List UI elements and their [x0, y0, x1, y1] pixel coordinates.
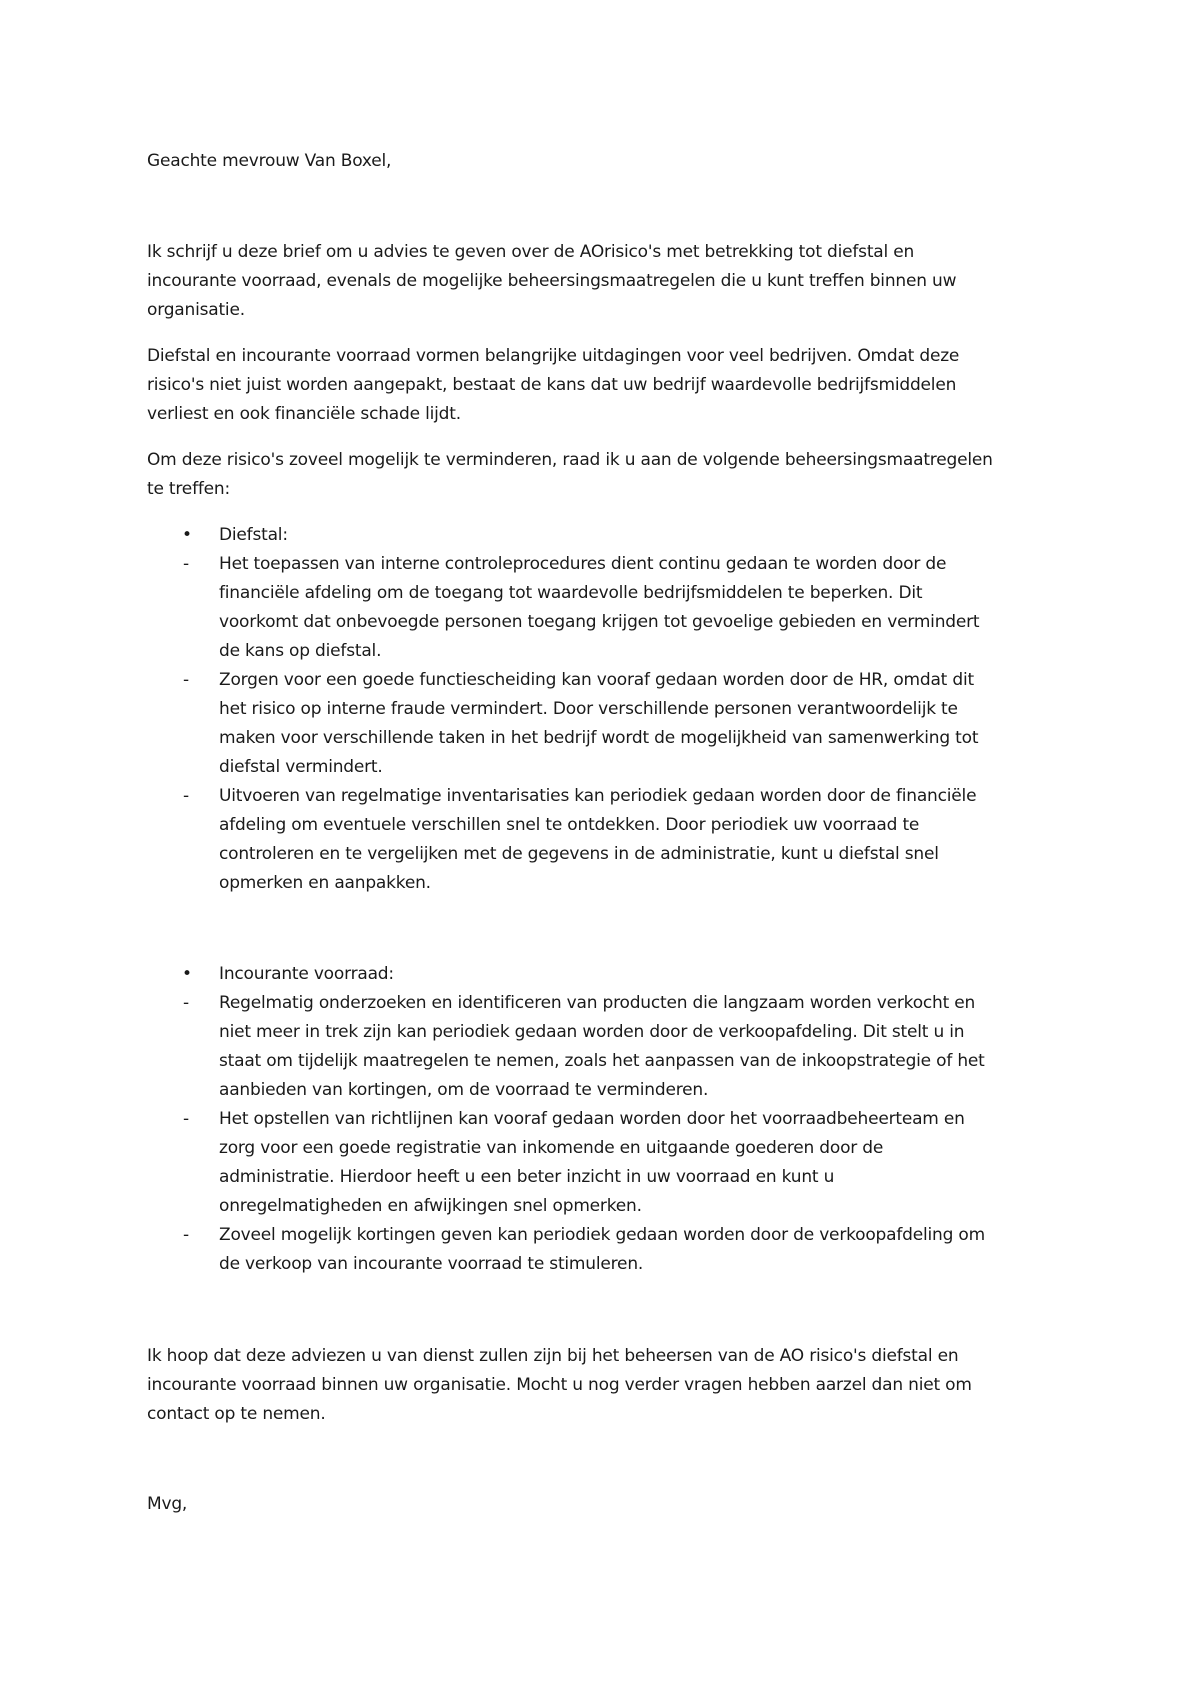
section1-item2-line-1: Zorgen voor een goede functiescheiding kan vooraf gedaan worden door de HR, omdat dit: [219, 670, 974, 690]
section2-item3-line-1: Zoveel mogelijk kortingen geven kan periodiek gedaan worden door de verkoopafdeling om: [219, 1225, 985, 1245]
section1-item2-line-4: diefstal vermindert.: [219, 757, 383, 777]
section2-item1-line-2: niet meer in trek zijn kan periodiek gedaan worden door de verkoopafdeling. Dit stelt u in: [219, 1022, 965, 1042]
signoff: Mvg,: [147, 1494, 188, 1514]
bullet-icon: •: [182, 525, 193, 545]
intro-line-2: incourante voorraad, evenals de mogelijke beheersingsmaatregelen die u kunt treffen binnen uw: [147, 271, 957, 291]
closing-line-3: contact op te nemen.: [147, 1404, 326, 1424]
section2-item2-line-2: zorg voor een goede registratie van inkomende en uitgaande goederen door de: [219, 1138, 884, 1158]
context-line-2: risico's niet juist worden aangepakt, bestaat de kans dat uw bedrijf waardevolle bedrijfsmiddelen: [147, 375, 957, 395]
context-line-1: Diefstal en incourante voorraad vormen belangrijke uitdagingen voor veel bedrijven. Omdat deze: [147, 346, 960, 366]
dash-icon: -: [183, 1225, 190, 1245]
dash-icon: -: [183, 993, 190, 1013]
section2-item1-line-3: staat om tijdelijk maatregelen te nemen, zoals het aanpassen van de inkoopstrategie of het: [219, 1051, 985, 1071]
section1-item3-line-4: opmerken en aanpakken.: [219, 873, 431, 893]
advice-intro-line-2: te treffen:: [147, 479, 230, 499]
section1-item1-line-3: voorkomt dat onbevoegde personen toegang krijgen tot gevoelige gebieden en vermindert: [219, 612, 980, 632]
context-line-3: verliest en ook financiële schade lijdt.: [147, 404, 461, 424]
salutation: Geachte mevrouw Van Boxel,: [147, 151, 392, 171]
section1-heading: Diefstal:: [219, 525, 288, 545]
dash-icon: -: [183, 670, 190, 690]
section2-item2-line-3: administratie. Hierdoor heeft u een beter inzicht in uw voorraad en kunt u: [219, 1167, 835, 1187]
section1-item1-line-1: Het toepassen van interne controleprocedures dient continu gedaan te worden door de: [219, 554, 947, 574]
closing-line-2: incourante voorraad binnen uw organisatie. Mocht u nog verder vragen hebben aarzel dan niet om: [147, 1375, 972, 1395]
dash-icon: -: [183, 786, 190, 806]
closing-line-1: Ik hoop dat deze adviezen u van dienst zullen zijn bij het beheersen van de AO risico's diefstal en: [147, 1346, 959, 1366]
section1-item1-line-2: financiële afdeling om de toegang tot waardevolle bedrijfsmiddelen te beperken. Dit: [219, 583, 923, 603]
section2-item1-line-1: Regelmatig onderzoeken en identificeren van producten die langzaam worden verkocht en: [219, 993, 976, 1013]
section2-item2-line-1: Het opstellen van richtlijnen kan vooraf gedaan worden door het voorraadbeheerteam en: [219, 1109, 965, 1129]
advice-intro-line-1: Om deze risico's zoveel mogelijk te verminderen, raad ik u aan de volgende beheersingsmaatregelen: [147, 450, 993, 470]
dash-icon: -: [183, 1109, 190, 1129]
section1-item3-line-3: controleren en te vergelijken met de gegevens in de administratie, kunt u diefstal snel: [219, 844, 939, 864]
intro-line-1: Ik schrijf u deze brief om u advies te geven over de AOrisico's met betrekking tot diefstal en: [147, 242, 915, 262]
section2-item1-line-4: aanbieden van kortingen, om de voorraad te verminderen.: [219, 1080, 709, 1100]
section2-heading: Incourante voorraad:: [219, 964, 394, 984]
intro-line-3: organisatie.: [147, 300, 245, 320]
section1-item3-line-1: Uitvoeren van regelmatige inventarisaties kan periodiek gedaan worden door de financiële: [219, 786, 977, 806]
section1-item1-line-4: de kans op diefstal.: [219, 641, 382, 661]
section1-item2-line-2: het risico op interne fraude vermindert. Door verschillende personen verantwoordelijk te: [219, 699, 958, 719]
bullet-icon: •: [182, 964, 193, 984]
section1-item3-line-2: afdeling om eventuele verschillen snel te ontdekken. Door periodiek uw voorraad te: [219, 815, 920, 835]
dash-icon: -: [183, 554, 190, 574]
section1-item2-line-3: maken voor verschillende taken in het bedrijf wordt de mogelijkheid van samenwerking tot: [219, 728, 979, 748]
section2-item3-line-2: de verkoop van incourante voorraad te stimuleren.: [219, 1254, 644, 1274]
section2-item2-line-4: onregelmatigheden en afwijkingen snel opmerken.: [219, 1196, 642, 1216]
